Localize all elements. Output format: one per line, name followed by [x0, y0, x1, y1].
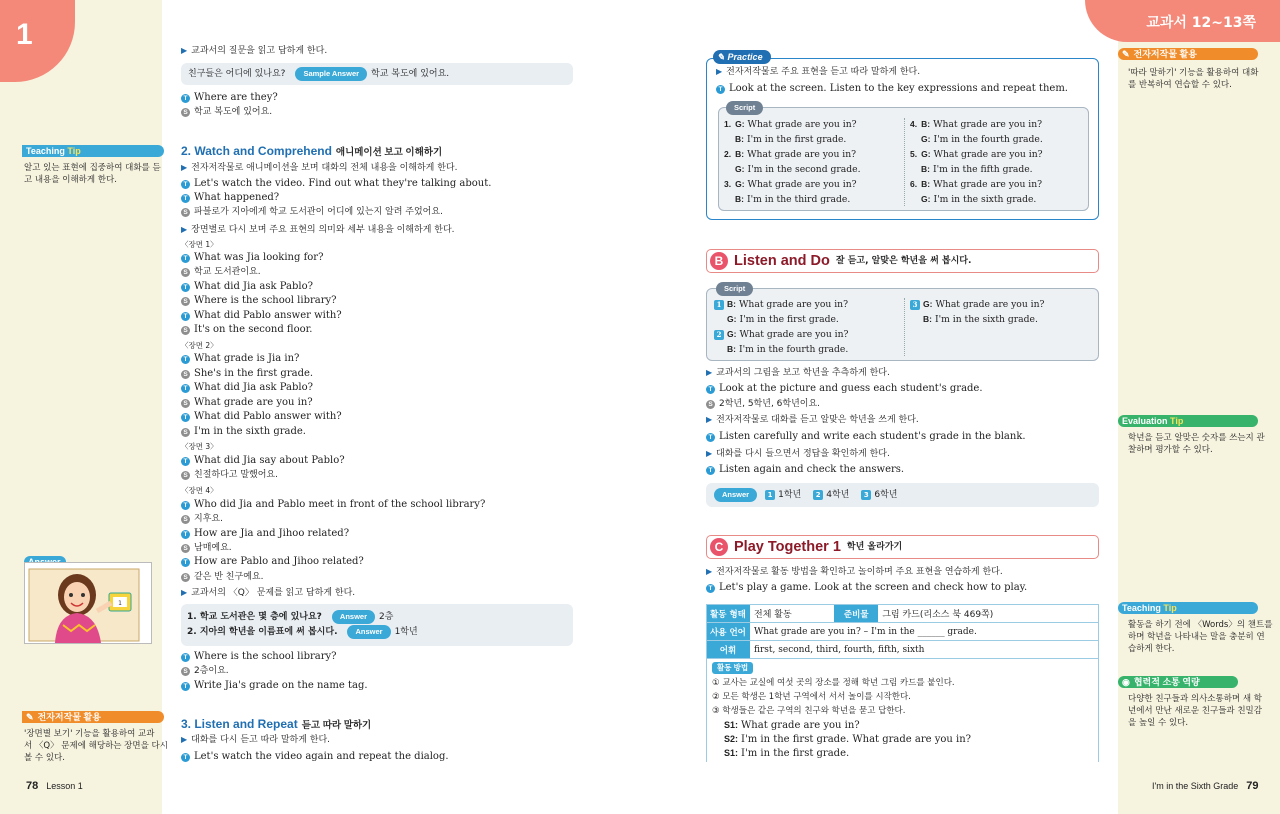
column-divider — [904, 118, 905, 206]
teacher-line: T Let's watch the video again and repeat the dialog. — [181, 750, 449, 764]
student-line: S 친절하다고 말했어요. — [181, 468, 278, 482]
dialog-line: S1: I'm in the first grade. — [724, 748, 850, 759]
speaker-label: G: — [735, 164, 745, 174]
competency-text: 년에서 만난 새로운 친구들과 친밀감 — [1128, 706, 1262, 716]
script-label: Script — [726, 101, 763, 115]
teacher-line: T Where is the school library? — [181, 650, 337, 664]
column-divider — [904, 298, 905, 356]
digital-material-label: ✎ 전자저작물 활용 — [1118, 48, 1258, 60]
script-line — [910, 147, 1043, 162]
scene-label: 〈장면 1〉 — [181, 240, 218, 249]
script-text: I'm in the fifth grade. — [932, 164, 1033, 175]
script-text: I'm in the first grade. — [746, 134, 847, 145]
teacher-line: T What happened? — [181, 191, 279, 205]
script-line — [910, 177, 1042, 192]
section-c-header: C Play Together 1 $^{학년 올라가기}$ — [706, 535, 1099, 559]
script-text: I'm in the fourth grade. — [933, 134, 1043, 145]
script-line — [923, 312, 1038, 327]
teaching-tip-label: Teaching Tip — [22, 145, 164, 157]
method-label: 활동 방법 — [712, 662, 753, 674]
instruction-line: ▶ 전자저작물로 대화를 듣고 알맞은 학년을 쓰게 한다. — [706, 415, 919, 425]
competency-icon: ◉ — [1122, 677, 1130, 687]
method-step: ③ 학생들은 같은 구역의 친구와 학년을 묻고 답한다. — [712, 706, 906, 716]
teacher-line: T Let's watch the video. Find out what they're talking about. — [181, 177, 491, 191]
digital-material-text: 서 〈Q〉 문제에 해당하는 장면을 다시 — [24, 741, 168, 751]
teacher-line: T Let's play a game. Look at the screen and check how to play. — [706, 581, 1027, 595]
script-text: I'm in the sixth grade. — [934, 314, 1038, 325]
teacher-line: T Look at the picture and guess each student's grade. — [706, 382, 983, 396]
script-line — [714, 297, 848, 312]
evaluation-tip-label: Evaluation Tip — [1118, 415, 1258, 427]
table-border — [706, 604, 707, 762]
instruction-line: ▶ 교과서의 질문을 읽고 답하게 한다. — [181, 46, 328, 56]
script-line — [921, 162, 1033, 177]
q-answer-line: 1. 학교 도서관은 몇 층에 있나요? Answer 2층 — [187, 612, 394, 622]
script-line — [910, 297, 1044, 312]
table-cell: 전체 활동 — [750, 605, 834, 623]
teacher-line: T What did Jia ask Pablo? — [181, 280, 313, 294]
teacher-line: T Where are they? — [181, 91, 278, 105]
tablet-icon: ✎ — [26, 712, 34, 722]
script-number: 6. — [910, 179, 918, 189]
student-line: S I'm in the sixth grade. — [181, 425, 306, 439]
digital-material-label: ✎ 전자저작물 활용 — [22, 711, 164, 723]
table-cell: first, second, third, fourth, fifth, sixth — [750, 641, 1098, 659]
section-2-title: 2. Watch and Comprehend 애니메이션 보고 이해하기 — [181, 144, 443, 158]
student-line: S 2층이요. — [181, 664, 229, 678]
student-line: S 지후요. — [181, 512, 223, 526]
script-text: I'm in the first grade. — [739, 314, 839, 325]
speaker-label: G: — [921, 134, 931, 144]
teacher-line: T Look at the screen. Listen to the key expressions and repeat them. — [716, 82, 1068, 96]
speaker-label: B: — [921, 119, 931, 129]
scene-label: 〈장면 4〉 — [181, 486, 218, 495]
script-label: Script — [716, 282, 753, 296]
script-line — [724, 177, 857, 192]
teacher-line: T Listen again and check the answers. — [706, 463, 904, 477]
script-line — [735, 162, 861, 177]
speaker-label: B: — [921, 179, 931, 189]
evaluation-tip-text: 학년을 듣고 알맞은 숫자를 쓰는지 관 — [1128, 433, 1265, 443]
answer-illustration — [24, 562, 152, 644]
script-text: What grade are you in? — [747, 179, 857, 190]
instruction-line: ▶ 교과서의 그림을 보고 학년을 추측하게 한다. — [706, 368, 890, 378]
teaching-tip-text: 고 내용을 이해하게 한다. — [24, 175, 117, 185]
tablet-icon: ✎ — [717, 52, 725, 62]
right-footer: I'm in the Sixth Grade 79 — [1152, 780, 1259, 792]
digital-material-text: '따라 말하기' 기능을 활용하여 대화 — [1128, 68, 1259, 78]
script-number: 2. — [724, 149, 732, 159]
student-line: S 남매예요. — [181, 541, 232, 555]
digital-material-text: '장면별 보기' 기능을 활용하여 교과 — [24, 729, 155, 739]
student-line: S What grade are you in? — [181, 396, 313, 410]
unit-number-badge: 1 — [0, 0, 75, 82]
teacher-line: T What did Pablo answer with? — [181, 410, 342, 424]
digital-material-text: 볼 수 있다. — [24, 753, 65, 763]
student-line: S Where is the school library? — [181, 294, 337, 308]
script-number: 2 — [714, 330, 724, 340]
script-text: I'm in the third grade. — [746, 194, 851, 205]
teacher-line: T Write Jia's grade on the name tag. — [181, 679, 368, 693]
script-text: What grade are you in? — [933, 149, 1043, 160]
girl-with-name-tag-illustration — [25, 563, 151, 643]
script-line — [727, 312, 839, 327]
table-header: 사용 언어 — [706, 623, 750, 641]
speaker-label: G: — [735, 179, 745, 189]
script-text: What grade are you in? — [933, 119, 1043, 130]
table-header: 어휘 — [706, 641, 750, 659]
script-number: 4. — [910, 119, 918, 129]
script-text: I'm in the fourth grade. — [738, 344, 849, 355]
svg-text:1: 1 — [118, 600, 122, 607]
instruction-line: ▶ 장면별로 다시 보며 주요 표현의 의미와 세부 내용을 이해하게 한다. — [181, 225, 455, 235]
teacher-line: T What did Jia say about Pablo? — [181, 454, 345, 468]
competency-text: 을 높일 수 있다. — [1128, 718, 1189, 728]
left-margin-column — [0, 0, 162, 814]
script-text: What grade are you in? — [933, 179, 1043, 190]
script-text: What grade are you in? — [747, 149, 857, 160]
table-header: 활동 형태 — [706, 605, 750, 623]
practice-label: ✎ Practice — [713, 50, 771, 64]
script-number: 1 — [714, 300, 724, 310]
script-number: 3 — [910, 300, 920, 310]
method-step: ① 교사는 교실에 여섯 곳의 장소를 정해 학년 그림 카드를 붙인다. — [712, 678, 955, 688]
script-number: 5. — [910, 149, 918, 159]
student-line: S It's on the second floor. — [181, 323, 313, 337]
script-number: 1. — [724, 119, 732, 129]
method-step: ② 모든 학생은 1학년 구역에서 서서 놀이를 시작한다. — [712, 692, 911, 702]
evaluation-tip-text: 찰하며 평가할 수 있다. — [1128, 445, 1213, 455]
instruction-line: ▶ 대화를 다시 들으면서 정답을 확인하게 한다. — [706, 449, 890, 459]
speaker-label: G: — [735, 119, 745, 129]
instruction-line: ▶ 전자저작물로 주요 표현을 듣고 따라 말하게 한다. — [716, 67, 921, 77]
q-answer-line: 2. 지아의 학년을 이름표에 써 봅시다. Answer 1학년 — [187, 627, 418, 637]
script-line — [727, 342, 848, 357]
student-line: S 학교 복도에 있어요. — [181, 105, 272, 119]
dialog-line: S1: What grade are you in? — [724, 720, 860, 731]
digital-material-text: 를 반복하여 연습할 수 있다. — [1128, 80, 1232, 90]
script-line — [724, 117, 857, 132]
teaching-tip-text: 알고 있는 표현에 집중하여 대화를 듣 — [24, 163, 161, 173]
teaching-tip-label: Teaching Tip — [1118, 602, 1258, 614]
right-margin-column — [1118, 0, 1280, 814]
section-3-title: 3. Listen and Repeat 듣고 따라 말하기 — [181, 717, 372, 731]
speaker-label: G: — [921, 149, 931, 159]
instruction-line: ▶ 전자저작물로 애니메이션을 보며 대화의 전체 내용을 이해하게 한다. — [181, 163, 458, 173]
table-header: 준비물 — [834, 605, 878, 623]
instruction-line: ▶ 대화를 다시 듣고 따라 말하게 한다. — [181, 735, 331, 745]
table-cell: What grade are you in? – I'm in the ______ grade. — [750, 623, 1098, 641]
speaker-label: B: — [735, 149, 745, 159]
dialog-line: S2: I'm in the first grade. What grade are you in? — [724, 734, 971, 745]
tablet-icon: ✎ — [1122, 49, 1130, 59]
speaker-label: G: — [921, 194, 931, 204]
scene-label: 〈장면 3〉 — [181, 442, 218, 451]
student-line: S She's in the first grade. — [181, 367, 313, 381]
script-text: What grade are you in? — [935, 299, 1045, 310]
student-line: S 같은 반 친구예요. — [181, 570, 263, 584]
instruction-line: ▶ 교과서의 〈Q〉 문제를 읽고 답하게 한다. — [181, 588, 356, 598]
student-line: S 2학년, 5학년, 6학년이요. — [706, 397, 820, 411]
instruction-line: ▶ 전자저작물로 활동 방법을 확인하고 놀이하며 주요 표현을 연습하게 한다. — [706, 567, 1003, 577]
script-text: What grade are you in? — [739, 329, 849, 340]
activity-table — [706, 604, 1098, 659]
script-line — [735, 192, 850, 207]
teaching-tip-text: 활동을 하기 전에 〈Words〉의 챈트를 — [1128, 620, 1273, 630]
teacher-line: T Listen carefully and write each student's grade in the blank. — [706, 430, 1026, 444]
speaker-label: B: — [727, 299, 736, 309]
sample-answer-line: 친구들은 어디에 있나요? Sample Answer 학교 복도에 있어요. — [188, 69, 450, 79]
teacher-line: T What grade is Jia in? — [181, 352, 299, 366]
student-line: S 학교 도서관이요. — [181, 265, 261, 279]
answer-line: Answer 1 1학년 2 4학년 3 6학년 — [710, 488, 897, 502]
speaker-label: G: — [727, 329, 737, 339]
speaker-label: B: — [735, 134, 744, 144]
teacher-line: T What was Jia looking for? — [181, 251, 323, 265]
script-line — [921, 132, 1043, 147]
teacher-line: T Who did Jia and Pablo meet in front of the school library? — [181, 498, 485, 512]
script-line — [714, 327, 848, 342]
script-line — [921, 192, 1036, 207]
speaker-label: B: — [727, 344, 736, 354]
script-line — [724, 147, 856, 162]
teacher-line: T What did Pablo answer with? — [181, 309, 342, 323]
scene-label: 〈장면 2〉 — [181, 341, 218, 350]
teacher-line: T How are Pablo and Jihoo related? — [181, 555, 364, 569]
script-line — [910, 117, 1042, 132]
script-number: 3. — [724, 179, 732, 189]
teacher-line: T How are Jia and Jihoo related? — [181, 527, 349, 541]
student-line: S 파블로가 지아에게 학교 도서관이 어디에 있는지 알려 주었어요. — [181, 205, 443, 219]
speaker-label: G: — [727, 314, 737, 324]
script-line — [735, 132, 846, 147]
competency-label: ◉ 협력적 소통 역량 — [1118, 676, 1238, 688]
speaker-label: B: — [921, 164, 930, 174]
script-text: What grade are you in? — [738, 299, 848, 310]
table-cell: 그림 카드(리소스 북 469쪽) — [878, 605, 1098, 623]
left-footer: 78 Lesson 1 — [26, 780, 83, 792]
script-text: I'm in the sixth grade. — [933, 194, 1037, 205]
table-border — [1098, 604, 1099, 762]
teacher-line: T What did Jia ask Pablo? — [181, 381, 313, 395]
speaker-label: G: — [923, 299, 933, 309]
section-b-header: B Listen and Do $^{잘 듣고, 알맞은 학년을 써 봅시다.}$ — [706, 249, 1099, 273]
triangle-bullet-icon: ▶ — [181, 46, 188, 55]
teaching-tip-text: 습하게 한다. — [1128, 644, 1175, 654]
speaker-label: B: — [923, 314, 932, 324]
script-text: What grade are you in? — [747, 119, 857, 130]
teaching-tip-text: 하며 학년을 나타내는 말을 충분히 연 — [1128, 632, 1265, 642]
speaker-label: B: — [735, 194, 744, 204]
textbook-pages-badge: 교과서 12~13쪽 — [1085, 0, 1280, 42]
competency-text: 다양한 친구들과 의사소통하며 새 학 — [1128, 694, 1262, 704]
script-text: I'm in the second grade. — [747, 164, 861, 175]
